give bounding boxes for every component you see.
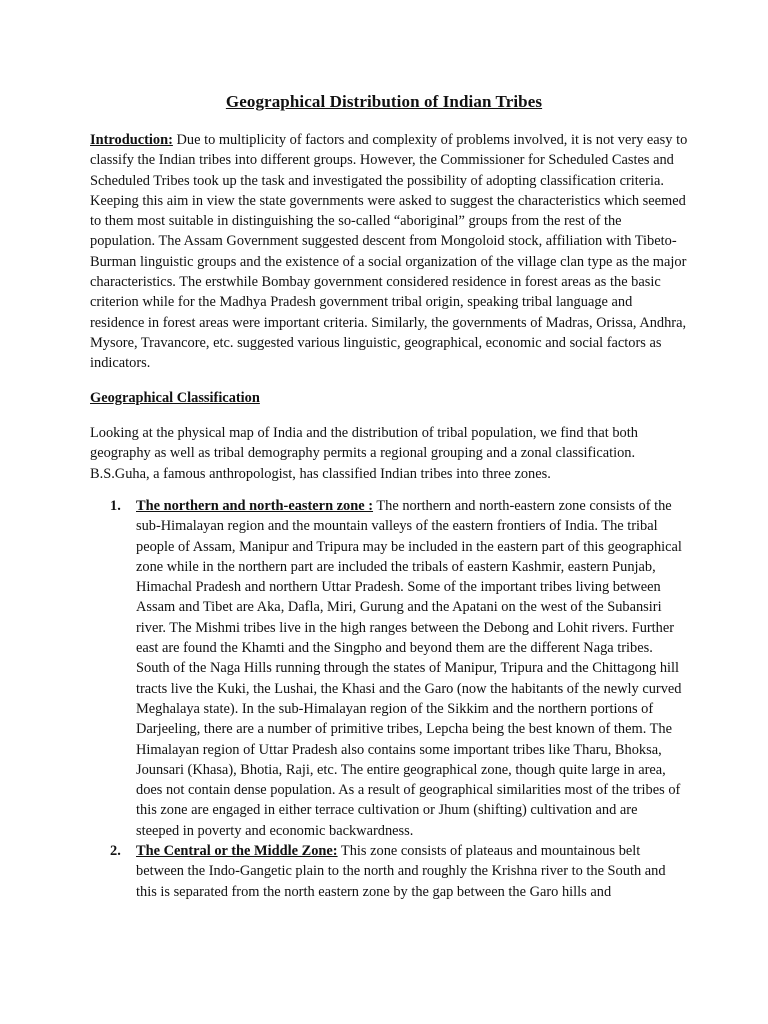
page-title: Geographical Distribution of Indian Tribes (225, 92, 543, 111)
section-heading: Geographical Classification (90, 390, 260, 406)
zone-paragraph (136, 841, 682, 902)
zone-number: 1. (110, 498, 121, 514)
zone-body: This zone consists of plateaus and mountainous belt between the Indo-Gangetic plain to the north and roughly the Krishna river to the South and this is separated from the north eastern zone by the gap between the Garo hills and (136, 843, 666, 900)
geo-classification-paragraph: Looking at the physical map of India and the distribution of tribal population, we find that both geography as well as tribal demography permits a regional grouping and a zonal classification. B.S.Guha, a famous anthropologist, has classified Indian tribes into three zones. (90, 425, 638, 482)
zone-title: The northern and north-eastern zone : (136, 498, 374, 514)
zone-body: The northern and north-eastern zone consists of the sub-Himalayan region and the mountain valleys of the eastern frontiers of India. The tribal people of Assam, Manipur and Tripura may be included in the eastern part of this geographical zone while in the northern part are included the tribals of eastern Kashmir, eastern Punjab, Himachal Pradesh and northern Uttar Pradesh. Some of the important tribes living between Assam and Tibet are Aka, Dafla, Miri, Gurung and the Apatani on the west of the Subansiri river. The Mishmi tribes live in the high ranges between the Debong and Lohit rivers. Further east are found the Khamti and the Singpho and beyond them are the different Naga tribes. South of the Naga Hills running through the states of Manipur, Tripura and the Chittagong hill tracts live the Kuki, the Lushai, the Khasi and the Garo (now the habitants of the newly curved Meghalaya state). In the sub-Himalayan region of the Sikkim and the northern portions of Darjeeling, there are a number of primitive tribes, Lepcha being the best known of them. The Himalayan region of Uttar Pradesh also contains some important tribes like Tharu, Bhoksa, Jounsari (Khasa), Bhotia, Raji, etc. The entire geographical zone, though quite large in area, does not contain dense population. As a result of geographical similarities most of the tribes of this zone are engaged in either terrace cultivation or Jhum (shifting) cultivation and are steeped in poverty and economic backwardness. (136, 498, 682, 839)
zone-item-central (0, 841, 768, 902)
zone-paragraph (136, 496, 682, 841)
introduction-text: Due to multiplicity of factors and complexity of problems involved, it is not very easy to classify the Indian tribes into different groups. However, the Commissioner for Scheduled Castes and Scheduled Tribes took up the task and investigated the possibility of adopting classification criteria. Keeping this aim in view the state governments were asked to suggest the characteristics which seemed to them most suitable in distinguishing the so-called “aboriginal” groups from the rest of the population. The Assam Government suggested descent from Mongoloid stock, affiliation with Tibeto-Burman linguistic groups and the existence of a social organization of the village clan type as the major characteristics. The erstwhile Bombay government considered residence in forest areas as the basic criterion while for the Madhya Pradesh government tribal origin, speaking tribal language and residence in forest areas were important criteria. Similarly, the governments of Madras, Orissa, Andhra, Mysore, Travancore, etc. suggested various linguistic, geographical, economic and social factors as indicators. (90, 132, 688, 372)
zone-list (0, 496, 768, 902)
zone-title: The Central or the Middle Zone: (136, 843, 338, 860)
introduction-label: Introduction: (90, 132, 173, 148)
zone-number: 2. (110, 843, 121, 860)
zone-item-northern (0, 496, 768, 841)
introduction-paragraph (90, 130, 690, 374)
